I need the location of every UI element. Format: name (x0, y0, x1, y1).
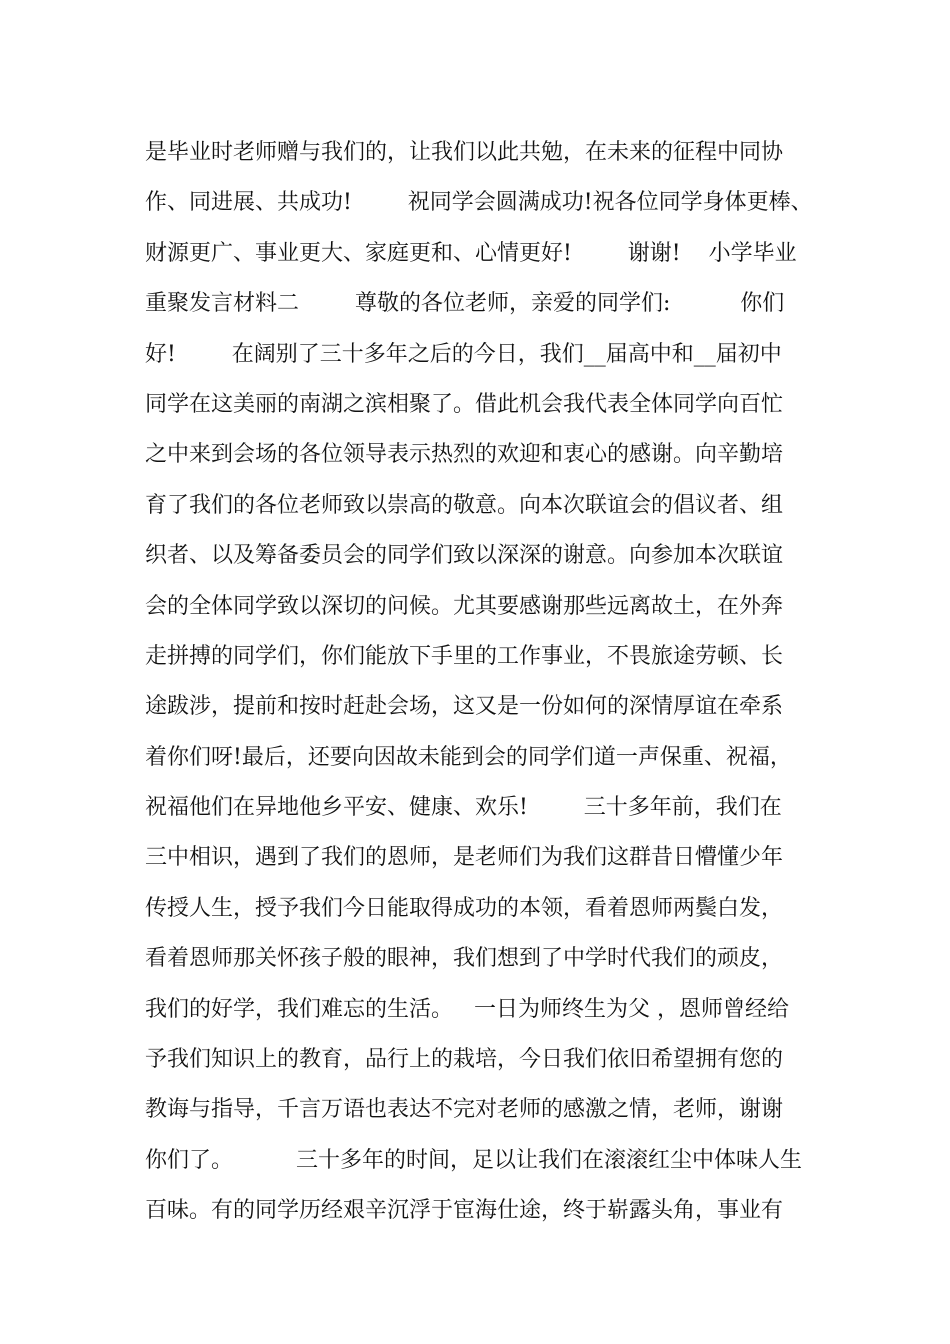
text-line: 我们的好学，我们难忘的生活。 一日为师终生为父 ，恩师曾经给 (145, 996, 789, 1022)
text-line: 织者、以及筹备委员会的同学们致以深深的谢意。向参加本次联谊 (145, 543, 784, 569)
text-line: 会的全体同学致以深切的问候。尤其要感谢那些远离故土，在外奔 (145, 593, 784, 619)
text-line: 财源更广、事业更大、家庭更和、心情更好! 谢谢! 小学毕业 (145, 240, 797, 266)
text-line: 途跋涉，提前和按时赶赴会场，这又是一份如何的深情厚谊在牵系 (145, 694, 784, 720)
text-line: 你们了。 三十多年的时间，足以让我们在滚滚红尘中体味人生 (145, 1147, 802, 1173)
text-line: 是毕业时老师赠与我们的，让我们以此共勉，在未来的征程中同协 (145, 140, 784, 165)
text-line: 教诲与指导，千言万语也表达不完对老师的感激之情，老师，谢谢 (145, 1097, 784, 1123)
text-line: 之中来到会场的各位领导表示热烈的欢迎和衷心的感谢。向辛勤培 (145, 442, 784, 468)
text-line: 祝福他们在异地他乡平安、健康、欢乐! 三十多年前，我们在 (145, 795, 782, 821)
text-line: 作、同进展、共成功! 祝同学会圆满成功!祝各位同学身体更棒、 (145, 190, 813, 216)
text-line: 同学在这美丽的南湖之滨相聚了。借此机会我代表全体同学向百忙 (145, 391, 784, 417)
text-line: 看着恩师那关怀孩子般的眼神，我们想到了中学时代我们的顽皮， (145, 946, 784, 972)
text-line: 传授人生，授予我们今日能取得成功的本领，看着恩师两鬓白发， (145, 895, 784, 921)
text-line: 予我们知识上的教育，品行上的栽培，今日我们依旧希望拥有您的 (145, 1047, 784, 1073)
text-line: 走拼搏的同学们，你们能放下手里的工作事业，不畏旅途劳顿、长 (145, 643, 784, 669)
text-line: 育了我们的各位老师致以崇高的敬意。向本次联谊会的倡议者、组 (145, 492, 784, 518)
text-line: 三中相识，遇到了我们的恩师，是老师们为我们这群昔日懵懂少年 (145, 845, 784, 871)
body-text (145, 128, 825, 1237)
text-line: 着你们呀!最后，还要向因故未能到会的同学们道一声保重、祝福， (145, 744, 792, 770)
text-line: 百味。有的同学历经艰辛沉浮于宦海仕途，终于崭露头角，事业有 (145, 1198, 784, 1224)
text-line: 好! 在阔别了三十多年之后的今日，我们__届高中和__届初中 (145, 341, 782, 367)
text-line: 重聚发言材料二 尊敬的各位老师，亲爱的同学们: 你们 (145, 291, 785, 317)
